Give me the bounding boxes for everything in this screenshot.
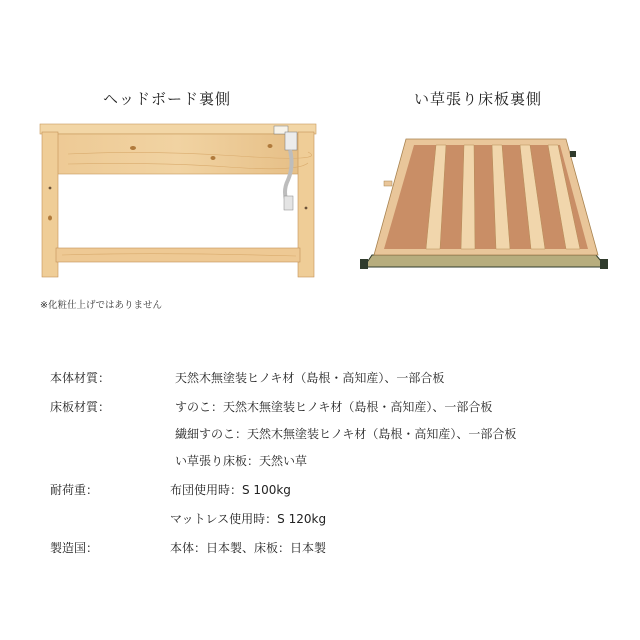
floor-value-fine-sunoko: 繊細すのこ：天然木無塗装ヒノキ材（島根・高知産）、一部合板 bbox=[175, 427, 517, 441]
floor-value-sunoko: すのこ：天然木無塗装ヒノキ材（島根・高知産）、一部合板 bbox=[175, 400, 493, 414]
tatami-caption: い草張り床板裏側 bbox=[414, 90, 543, 108]
headboard-back-image bbox=[38, 118, 318, 280]
load-label: 耐荷重： bbox=[50, 483, 99, 497]
floor-label: 床板材質： bbox=[50, 400, 111, 414]
finish-note: ※化粧仕上げではありません bbox=[40, 300, 162, 311]
origin-label: 製造国： bbox=[50, 541, 99, 555]
material-value: 天然木無塗装ヒノキ材（島根・高知産）、一部合板 bbox=[175, 371, 445, 385]
load-value-mattress: マットレス使用時：S 120kg bbox=[170, 512, 327, 526]
load-value-futon: 布団使用時：S 100kg bbox=[170, 483, 291, 497]
tatami-back-image bbox=[360, 135, 608, 273]
origin-value: 本体：日本製、床板：日本製 bbox=[170, 541, 327, 555]
headboard-caption: ヘッドボード裏側 bbox=[103, 90, 232, 108]
floor-value-tatami: い草張り床板：天然い草 bbox=[175, 454, 308, 468]
material-label: 本体材質： bbox=[50, 371, 111, 385]
